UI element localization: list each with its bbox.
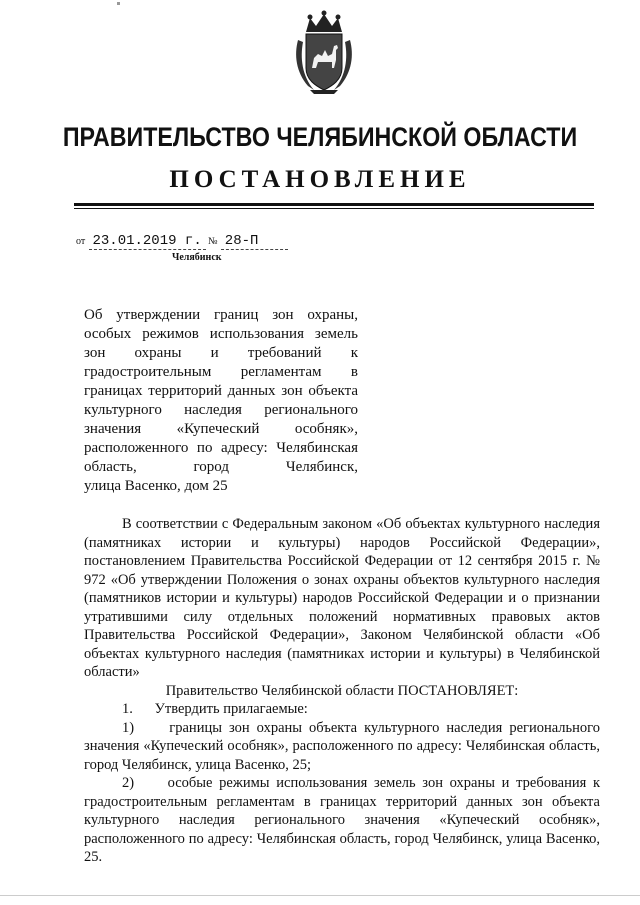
item-1: [84, 700, 600, 719]
item-1-text: Утвердить прилагаемые:: [154, 701, 308, 717]
number-field: [208, 232, 288, 249]
date-value: 23.01.2019 г.: [89, 233, 206, 250]
subitem-1-number: 1): [122, 719, 135, 736]
header-rule: [74, 203, 594, 206]
number-prefix: №: [208, 236, 218, 247]
subitem-2-number: 2): [122, 775, 135, 791]
subitem-2: [84, 774, 600, 867]
subitem-1-text: границы зон охраны объекта культурного наследия регионального значения «Купеческий особняк», расположенного по адресу: Челябинская область, город Челябинск, улица Васенко, 25;: [84, 719, 600, 773]
document-subject: [84, 306, 358, 496]
preamble-paragraph: В соответствии с Федеральным законом «Об объектах культурного наследия (памятниках истории и культуры) народов Российской Федерации», постановлением Правительства Российской Федерации от 12 сентября 2015 г. № 972 «Об утверждении Положения о зонах охраны объектов культурного наследия (памятников истории и культуры) народов Российской Федерации и о признании утратившими силу отдельных положений нормативных правовых актов Правительства Российской Федерации», Законом Челябинской области «Об объектах культурного наследия (памятниках истории и культуры) в Челябинской области»: [84, 516, 600, 680]
page-edge-line: [0, 895, 640, 896]
date-field: [76, 232, 206, 249]
subitem-2-text: особые режимы использования земель зон охраны и требования к градостроительным регламентам в границах территорий данных зон объекта культурного наследия регионального значения «Купеческий особняк», расположенного по адресу: Челябинская область, город Челябинск, улица Васенко, 25.: [84, 775, 600, 865]
document-body: [84, 515, 600, 867]
header-rule-thin: [74, 208, 594, 209]
date-prefix: от: [76, 236, 86, 247]
number-value: 28-П: [221, 233, 289, 250]
coat-of-arms-emblem: [292, 10, 356, 96]
subject-line: культурного наследия регионального: [84, 402, 358, 418]
subject-line: Об утверждении границ зон охраны,: [84, 307, 358, 323]
subject-line: значения «Купеческий особняк»,: [84, 421, 358, 437]
government-title: ПРАВИТЕЛЬСТВО ЧЕЛЯБИНСКОЙ ОБЛАСТИ: [62, 122, 578, 152]
scan-mark: [117, 2, 120, 5]
city-label: Челябинск: [172, 252, 222, 263]
subject-line: улица Васенко, дом 25: [84, 478, 228, 494]
subject-line: зон охраны и требований к: [84, 345, 358, 361]
subject-line: градостроительным регламентам в: [84, 364, 358, 380]
subject-line: расположенного по адресу: Челябинская: [84, 440, 358, 456]
resolves-paragraph: Правительство Челябинской области ПОСТАНОВЛЯЕТ:: [165, 682, 519, 699]
document-type: ПОСТАНОВЛЕНИЕ: [169, 166, 471, 193]
item-1-number: 1.: [122, 701, 133, 717]
subitem-1: [84, 719, 600, 775]
subject-line: особых режимов использования земель: [84, 326, 358, 342]
subject-line: границах территорий данных зон объекта: [84, 383, 358, 399]
subject-line: область, город Челябинск,: [84, 459, 358, 475]
